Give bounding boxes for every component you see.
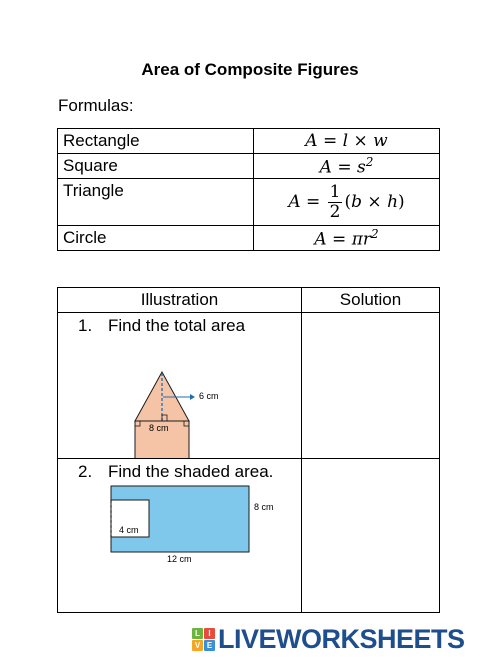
problem-text: Find the shaded area. xyxy=(108,462,274,481)
logo-mark-letter: L xyxy=(192,628,203,639)
logo-text: LIVEWORKSHEETS xyxy=(218,624,465,654)
problem-row xyxy=(58,459,440,613)
header-solution: Solution xyxy=(302,288,440,313)
problem-2-solution-cell[interactable] xyxy=(302,459,440,613)
formulas-label: Formulas: xyxy=(58,96,134,115)
problem-2-illustration-cell xyxy=(58,459,302,613)
problems-header-row xyxy=(58,288,440,313)
height-label: 8 cm xyxy=(254,502,274,512)
logo-mark-letter: I xyxy=(204,628,215,639)
problems-table xyxy=(57,287,440,613)
formula-row-rectangle xyxy=(58,129,440,154)
formula-name: Triangle xyxy=(58,179,254,226)
logo-mark-letter: V xyxy=(192,640,203,651)
base-label: 8 cm xyxy=(149,423,169,433)
logo-mark-letter: E xyxy=(204,640,215,651)
square-label: 4 cm xyxy=(119,525,139,535)
width-label: 12 cm xyxy=(167,554,192,564)
formula-rectangle: A = l × w xyxy=(254,129,440,154)
formula-name: Rectangle xyxy=(58,129,254,154)
problem-number: 2. xyxy=(78,462,93,481)
formulas-table xyxy=(57,128,440,251)
formula-name: Square xyxy=(58,154,254,179)
formula-row-square xyxy=(58,154,440,179)
formula-row-circle xyxy=(58,226,440,251)
formula-circle: $A = \pi r^2$ xyxy=(254,226,440,251)
problem-text: Find the total area xyxy=(108,316,246,335)
header-illustration: Illustration xyxy=(58,288,302,313)
problem-1-illustration-cell xyxy=(58,313,302,459)
composite-figure-triangle-square xyxy=(58,313,301,458)
formula-name: Circle xyxy=(58,226,254,251)
formula-row-triangle xyxy=(58,179,440,226)
formula-square: $A = s^2$ xyxy=(254,154,440,179)
logo-mark-icon xyxy=(192,628,215,651)
problem-number: 1. xyxy=(78,316,93,335)
problem-1-solution-cell[interactable] xyxy=(302,313,440,459)
shaded-rectangle-figure xyxy=(58,459,301,612)
problem-row xyxy=(58,313,440,459)
arrow-head-icon xyxy=(190,394,195,400)
page-title: Area of Composite Figures xyxy=(141,60,359,79)
formula-triangle: A = $\frac{1}{2}$ (b × h) xyxy=(254,179,440,226)
liveworksheets-logo xyxy=(192,624,465,655)
height-label: 6 cm xyxy=(199,391,219,401)
